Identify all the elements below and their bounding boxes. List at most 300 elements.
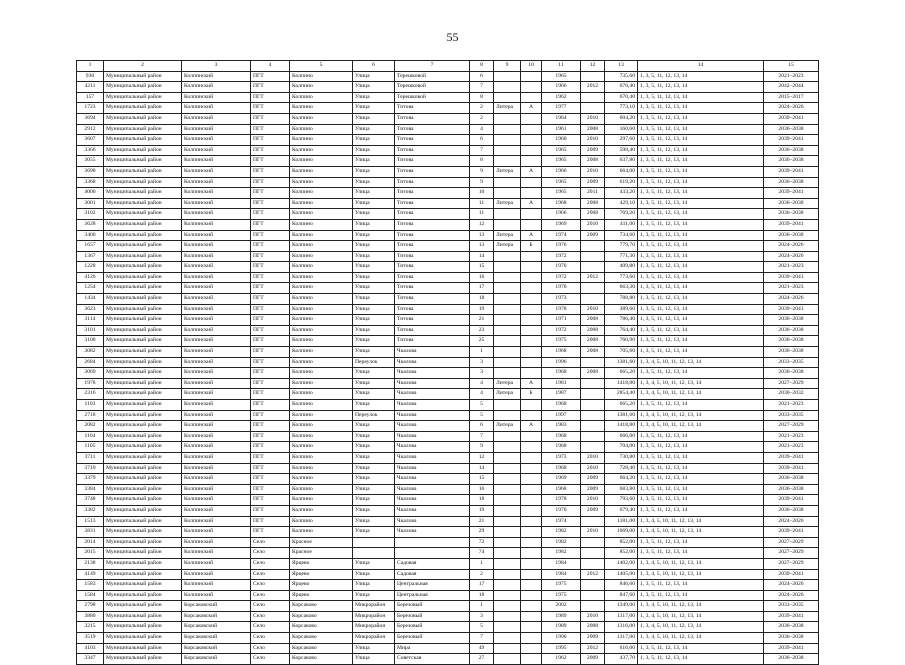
cell-settlement-type: ПГТ [251, 113, 290, 124]
cell-district: Колпинский [182, 188, 251, 199]
cell-building-letter-label: Литера [494, 166, 521, 177]
table-row [77, 495, 819, 506]
cell-district: Колпинский [182, 82, 251, 93]
cell-building-letter-label [494, 590, 521, 601]
cell-municipality-type: Муниципальный район [104, 209, 182, 220]
cell-house-number: 25 [470, 336, 494, 347]
cell-building-letter-label [494, 347, 521, 358]
cell-work-types: 1, 3, 5, 11, 12, 13, 14 [638, 431, 764, 442]
table-row [77, 484, 819, 495]
cell-record-id: 3102 [77, 209, 104, 220]
cell-street-type: Микрорайон [353, 611, 395, 622]
cell-year-built: 1965 [542, 156, 581, 167]
cell-street-type: Улица [353, 71, 395, 82]
cell-settlement-type: ПГТ [251, 516, 290, 527]
cell-record-id: 1367 [77, 251, 104, 262]
table-row [77, 368, 819, 379]
cell-repair-period: 2033–2035 [764, 601, 819, 612]
cell-repair-period: 2039–2041 [764, 272, 819, 283]
cell-building-letter [521, 569, 542, 580]
cell-district: Колпинский [182, 580, 251, 591]
cell-settlement-name: Колпино [290, 145, 353, 156]
cell-year-built: 1981 [542, 378, 581, 389]
cell-street-name: Терешковой [395, 71, 470, 82]
cell-street-type: Улица [353, 230, 395, 241]
cell-building-letter-label [494, 431, 521, 442]
cell-street-type: Улица [353, 82, 395, 93]
cell-repair-period: 2024–2026 [764, 294, 819, 305]
cell-work-types: 1, 3, 5, 11, 12, 13, 14 [638, 283, 764, 294]
cell-building-letter [521, 219, 542, 230]
cell-year-overhaul: 2012 [581, 643, 605, 654]
housing-registry-table [76, 60, 819, 665]
cell-year-overhaul [581, 410, 605, 421]
table-row [77, 357, 819, 368]
cell-building-letter-label [494, 601, 521, 612]
cell-settlement-type: ПГТ [251, 241, 290, 252]
cell-house-number: 7 [470, 145, 494, 156]
table-row [77, 124, 819, 135]
cell-repair-period: 2027–2029 [764, 558, 819, 569]
cell-settlement-name: Колпино [290, 315, 353, 326]
cell-municipality-type: Муниципальный район [104, 251, 182, 262]
cell-total-area: 1316,00 [605, 622, 638, 633]
cell-work-types: 1, 3, 5, 11, 12, 13, 14 [638, 347, 764, 358]
cell-total-area: 1405,00 [605, 569, 638, 580]
cell-street-name: Чкалова [395, 368, 470, 379]
cell-building-letter: А [521, 166, 542, 177]
cell-total-area: 1418,80 [605, 378, 638, 389]
cell-year-built: 1982 [542, 527, 581, 538]
cell-total-area: 734,60 [605, 230, 638, 241]
cell-street-type: Улица [353, 92, 395, 103]
table-row [77, 633, 819, 644]
cell-year-overhaul: 2008 [581, 336, 605, 347]
cell-year-built: 1968 [542, 463, 581, 474]
cell-building-letter-label [494, 537, 521, 548]
cell-street-type: Микрорайон [353, 633, 395, 644]
cell-work-types: 1, 3, 5, 11, 12, 13, 14 [638, 400, 764, 411]
cell-settlement-name: Колпино [290, 283, 353, 294]
cell-street-type: Улица [353, 156, 395, 167]
cell-municipality-type: Муниципальный район [104, 357, 182, 368]
cell-street-type: Улица [353, 145, 395, 156]
cell-district: Корсаковский [182, 611, 251, 622]
cell-street-name: Титова [395, 177, 470, 188]
table-row [77, 188, 819, 199]
cell-record-id: 3114 [77, 315, 104, 326]
cell-settlement-type: ПГТ [251, 431, 290, 442]
cell-settlement-type: ПГТ [251, 219, 290, 230]
cell-repair-period: 2021–2023 [764, 400, 819, 411]
cell-total-area: 664,00 [605, 166, 638, 177]
cell-year-built: 1965 [542, 145, 581, 156]
cell-municipality-type: Муниципальный район [104, 580, 182, 591]
column-header-2: 2 [104, 61, 182, 72]
cell-year-built: 1968 [542, 431, 581, 442]
cell-settlement-name: Колпино [290, 357, 353, 368]
cell-building-letter: А [521, 230, 542, 241]
cell-total-area: 728,40 [605, 463, 638, 474]
cell-building-letter [521, 484, 542, 495]
cell-building-letter [521, 558, 542, 569]
cell-district: Колпинский [182, 378, 251, 389]
table-row [77, 113, 819, 124]
cell-district: Колпинский [182, 505, 251, 516]
table-row [77, 135, 819, 146]
cell-repair-period: 2039–2041 [764, 188, 819, 199]
table-row [77, 516, 819, 527]
cell-work-types: 1, 3, 4, 5, 10, 11, 12, 13, 14 [638, 357, 764, 368]
cell-street-type: Улица [353, 654, 395, 665]
cell-settlement-name: Колпино [290, 463, 353, 474]
cell-settlement-name: Красное [290, 548, 353, 559]
cell-settlement-name: Ярцево [290, 580, 353, 591]
cell-record-id: 3607 [77, 135, 104, 146]
cell-work-types: 1, 3, 5, 11, 12, 13, 14 [638, 71, 764, 82]
cell-house-number: 16 [470, 484, 494, 495]
page-number: 55 [446, 30, 459, 44]
cell-street-type: Переулок [353, 410, 395, 421]
cell-building-letter-label [494, 516, 521, 527]
cell-work-types: 1, 3, 5, 11, 12, 13, 14 [638, 262, 764, 273]
cell-building-letter [521, 505, 542, 516]
cell-work-types: 1, 3, 5, 11, 12, 13, 14 [638, 92, 764, 103]
cell-year-built: 1974 [542, 516, 581, 527]
cell-district: Колпинский [182, 452, 251, 463]
table-row [77, 209, 819, 220]
cell-house-number: 18 [470, 495, 494, 506]
cell-building-letter [521, 304, 542, 315]
cell-street-type: Улица [353, 262, 395, 273]
cell-street-type: Переулок [353, 357, 395, 368]
cell-repair-period: 2036–2038 [764, 209, 819, 220]
cell-house-number: 8 [470, 92, 494, 103]
cell-work-types: 1, 3, 5, 11, 12, 13, 14 [638, 474, 764, 485]
cell-building-letter [521, 357, 542, 368]
cell-street-type: Улица [353, 315, 395, 326]
cell-building-letter [521, 188, 542, 199]
cell-year-built: 1984 [542, 569, 581, 580]
cell-year-overhaul [581, 378, 605, 389]
cell-settlement-name: Колпино [290, 166, 353, 177]
cell-record-id: 2082 [77, 421, 104, 432]
column-header-1: 1 [77, 61, 104, 72]
cell-settlement-name: Колпино [290, 484, 353, 495]
table-row [77, 92, 819, 103]
cell-year-built: 1974 [542, 230, 581, 241]
cell-year-built: 1971 [542, 315, 581, 326]
cell-building-letter-label [494, 442, 521, 453]
column-header-11: 11 [542, 61, 581, 72]
cell-repair-period: 2021–2023 [764, 442, 819, 453]
cell-year-overhaul: 2011 [581, 188, 605, 199]
cell-work-types: 1, 3, 5, 11, 12, 13, 14 [638, 188, 764, 199]
cell-year-built: 1969 [542, 474, 581, 485]
cell-work-types: 1, 3, 5, 11, 12, 13, 14 [638, 505, 764, 516]
cell-building-letter [521, 452, 542, 463]
cell-house-number: 18 [470, 294, 494, 305]
cell-repair-period: 2036–2038 [764, 315, 819, 326]
cell-repair-period: 2033–2035 [764, 410, 819, 421]
cell-building-letter [521, 325, 542, 336]
cell-house-number: 9 [470, 166, 494, 177]
cell-repair-period: 2039–2041 [764, 611, 819, 622]
cell-district: Колпинский [182, 230, 251, 241]
table-row [77, 325, 819, 336]
cell-street-name: Чкалова [395, 463, 470, 474]
cell-district: Колпинский [182, 421, 251, 432]
cell-total-area: 619,20 [605, 177, 638, 188]
cell-building-letter [521, 537, 542, 548]
cell-settlement-name: Ярцево [290, 569, 353, 580]
cell-repair-period: 2036–2038 [764, 347, 819, 358]
cell-district: Колпинский [182, 336, 251, 347]
table-row [77, 505, 819, 516]
cell-year-overhaul [581, 590, 605, 601]
cell-building-letter-label [494, 219, 521, 230]
cell-house-number: 16 [470, 272, 494, 283]
cell-building-letter: А [521, 421, 542, 432]
cell-settlement-name: Колпино [290, 135, 353, 146]
cell-house-number: 14 [470, 251, 494, 262]
cell-street-name: Садовая [395, 569, 470, 580]
cell-year-overhaul: 2010 [581, 495, 605, 506]
cell-house-number: 72 [470, 537, 494, 548]
cell-settlement-type: ПГТ [251, 103, 290, 114]
cell-work-types: 1, 3, 4, 5, 10, 11, 12, 13, 14 [638, 601, 764, 612]
cell-district: Колпинский [182, 400, 251, 411]
cell-record-id: 3368 [77, 177, 104, 188]
cell-repair-period: 2036–2038 [764, 336, 819, 347]
cell-year-overhaul: 2010 [581, 463, 605, 474]
cell-year-built: 1968 [542, 368, 581, 379]
cell-building-letter [521, 135, 542, 146]
cell-municipality-type: Муниципальный район [104, 548, 182, 559]
table-row [77, 569, 819, 580]
cell-house-number: 7 [470, 633, 494, 644]
cell-year-built: 1990 [542, 633, 581, 644]
cell-year-overhaul: 2009 [581, 484, 605, 495]
cell-municipality-type: Муниципальный район [104, 304, 182, 315]
cell-total-area: 852,00 [605, 548, 638, 559]
cell-repair-period: 2030–2032 [764, 389, 819, 400]
cell-district: Колпинский [182, 368, 251, 379]
cell-street-name: Советская [395, 654, 470, 665]
cell-district: Колпинский [182, 283, 251, 294]
cell-street-name: Мира [395, 643, 470, 654]
cell-work-types: 1, 3, 4, 5, 10, 11, 12, 13, 14 [638, 378, 764, 389]
cell-building-letter-label [494, 643, 521, 654]
cell-building-letter-label [494, 505, 521, 516]
cell-total-area: 1381,60 [605, 410, 638, 421]
cell-work-types: 1, 3, 5, 11, 12, 13, 14 [638, 315, 764, 326]
cell-settlement-name: Колпино [290, 230, 353, 241]
cell-settlement-type: ПГТ [251, 325, 290, 336]
cell-work-types: 1, 3, 5, 11, 12, 13, 14 [638, 580, 764, 591]
cell-year-built: 1968 [542, 400, 581, 411]
cell-year-overhaul: 2008 [581, 198, 605, 209]
cell-settlement-name: Колпино [290, 389, 353, 400]
cell-record-id: 1254 [77, 283, 104, 294]
cell-settlement-name: Колпино [290, 156, 353, 167]
column-header-15: 15 [764, 61, 819, 72]
cell-total-area: 1402,00 [605, 558, 638, 569]
cell-record-id: 3384 [77, 484, 104, 495]
cell-building-letter-label [494, 622, 521, 633]
cell-record-id: 3710 [77, 463, 104, 474]
cell-street-type: Улица [353, 283, 395, 294]
cell-repair-period: 2036–2038 [764, 368, 819, 379]
cell-year-built: 1962 [542, 654, 581, 665]
cell-settlement-name: Колпино [290, 442, 353, 453]
cell-building-letter [521, 82, 542, 93]
cell-street-name: Чкалова [395, 421, 470, 432]
cell-year-overhaul: 2008 [581, 124, 605, 135]
cell-building-letter: А [521, 103, 542, 114]
cell-street-type: Улица [353, 580, 395, 591]
cell-settlement-type: ПГТ [251, 177, 290, 188]
cell-settlement-type: ПГТ [251, 92, 290, 103]
cell-year-overhaul [581, 241, 605, 252]
cell-record-id: 2015 [77, 548, 104, 559]
cell-repair-period: 2036–2038 [764, 198, 819, 209]
cell-total-area: 679,40 [605, 505, 638, 516]
cell-district: Колпинский [182, 325, 251, 336]
cell-total-area: 637,80 [605, 156, 638, 167]
cell-street-name: Чкалова [395, 527, 470, 538]
cell-street-name: Титова [395, 156, 470, 167]
cell-repair-period: 2036–2038 [764, 325, 819, 336]
cell-year-built: 1975 [542, 590, 581, 601]
cell-work-types: 1, 3, 5, 11, 12, 13, 14 [638, 177, 764, 188]
cell-settlement-name: Колпино [290, 347, 353, 358]
cell-record-id: 4126 [77, 272, 104, 283]
cell-settlement-name: Колпино [290, 336, 353, 347]
cell-total-area: 663,30 [605, 283, 638, 294]
cell-district: Корсаковский [182, 633, 251, 644]
cell-municipality-type: Муниципальный район [104, 325, 182, 336]
cell-municipality-type: Муниципальный район [104, 177, 182, 188]
cell-work-types: 1, 3, 5, 11, 12, 13, 14 [638, 495, 764, 506]
cell-house-number: 12 [470, 219, 494, 230]
cell-district: Колпинский [182, 431, 251, 442]
cell-repair-period: 2036–2038 [764, 145, 819, 156]
cell-street-name [395, 548, 470, 559]
cell-record-id: 3748 [77, 495, 104, 506]
cell-municipality-type: Муниципальный район [104, 135, 182, 146]
cell-building-letter-label [494, 156, 521, 167]
cell-year-overhaul [581, 357, 605, 368]
table-row [77, 548, 819, 559]
cell-street-type: Улица [353, 389, 395, 400]
cell-total-area: 847,60 [605, 590, 638, 601]
cell-house-number: 1 [470, 347, 494, 358]
cell-record-id: 3379 [77, 474, 104, 485]
cell-street-name: Березовый [395, 601, 470, 612]
cell-year-built: 1970 [542, 262, 581, 273]
cell-settlement-name: Колпино [290, 421, 353, 432]
cell-repair-period: 2015–2017 [764, 92, 819, 103]
cell-settlement-name: Колпино [290, 272, 353, 283]
cell-record-id: 1103 [77, 400, 104, 411]
cell-house-number: 17 [470, 580, 494, 591]
cell-repair-period: 2024–2026 [764, 516, 819, 527]
cell-building-letter-label [494, 400, 521, 411]
table-row [77, 654, 819, 665]
cell-district: Колпинский [182, 219, 251, 230]
cell-repair-period: 2036–2038 [764, 633, 819, 644]
cell-street-type [353, 548, 395, 559]
cell-total-area: 670,40 [605, 92, 638, 103]
cell-municipality-type: Муниципальный район [104, 272, 182, 283]
cell-total-area: 773,60 [605, 272, 638, 283]
cell-year-overhaul: 2012 [581, 569, 605, 580]
cell-street-name: Титова [395, 336, 470, 347]
cell-year-built: 1989 [542, 622, 581, 633]
cell-record-id: 1583 [77, 580, 104, 591]
cell-district: Колпинский [182, 251, 251, 262]
cell-settlement-name: Колпино [290, 209, 353, 220]
cell-district: Колпинский [182, 590, 251, 601]
cell-municipality-type: Муниципальный район [104, 113, 182, 124]
cell-settlement-type: ПГТ [251, 135, 290, 146]
cell-repair-period: 2039–2041 [764, 495, 819, 506]
cell-record-id: 1723 [77, 103, 104, 114]
cell-record-id: 2798 [77, 601, 104, 612]
cell-year-overhaul [581, 103, 605, 114]
cell-repair-period: 2039–2041 [764, 463, 819, 474]
cell-house-number: 1 [470, 601, 494, 612]
cell-street-name: Чкалова [395, 389, 470, 400]
cell-year-overhaul [581, 262, 605, 273]
cell-total-area: 852,00 [605, 537, 638, 548]
cell-work-types: 1, 3, 5, 11, 12, 13, 14 [638, 590, 764, 601]
cell-municipality-type: Муниципальный район [104, 103, 182, 114]
cell-street-name: Чкалова [395, 516, 470, 527]
cell-municipality-type: Муниципальный район [104, 505, 182, 516]
cell-building-letter-label [494, 209, 521, 220]
table-row [77, 389, 819, 400]
cell-street-name [395, 537, 470, 548]
cell-municipality-type: Муниципальный район [104, 368, 182, 379]
cell-house-number: 11 [470, 198, 494, 209]
cell-work-types: 1, 3, 5, 11, 12, 13, 14 [638, 230, 764, 241]
cell-repair-period: 2021–2023 [764, 283, 819, 294]
table-row [77, 643, 819, 654]
cell-building-letter [521, 611, 542, 622]
table-row [77, 304, 819, 315]
cell-street-name: Титова [395, 283, 470, 294]
cell-year-overhaul [581, 283, 605, 294]
cell-building-letter [521, 400, 542, 411]
cell-year-overhaul: 2008 [581, 368, 605, 379]
cell-record-id: 4103 [77, 643, 104, 654]
cell-record-id: 1657 [77, 241, 104, 252]
cell-building-letter-label [494, 71, 521, 82]
cell-work-types: 1, 3, 5, 11, 12, 13, 14 [638, 452, 764, 463]
cell-building-letter [521, 156, 542, 167]
cell-repair-period: 2036–2038 [764, 177, 819, 188]
cell-year-built: 1966 [542, 166, 581, 177]
cell-year-overhaul: 2009 [581, 177, 605, 188]
cell-settlement-type: ПГТ [251, 410, 290, 421]
cell-building-letter [521, 209, 542, 220]
cell-record-id: 3215 [77, 622, 104, 633]
cell-street-name: Чкалова [395, 378, 470, 389]
cell-building-letter [521, 474, 542, 485]
cell-year-built: 1977 [542, 103, 581, 114]
